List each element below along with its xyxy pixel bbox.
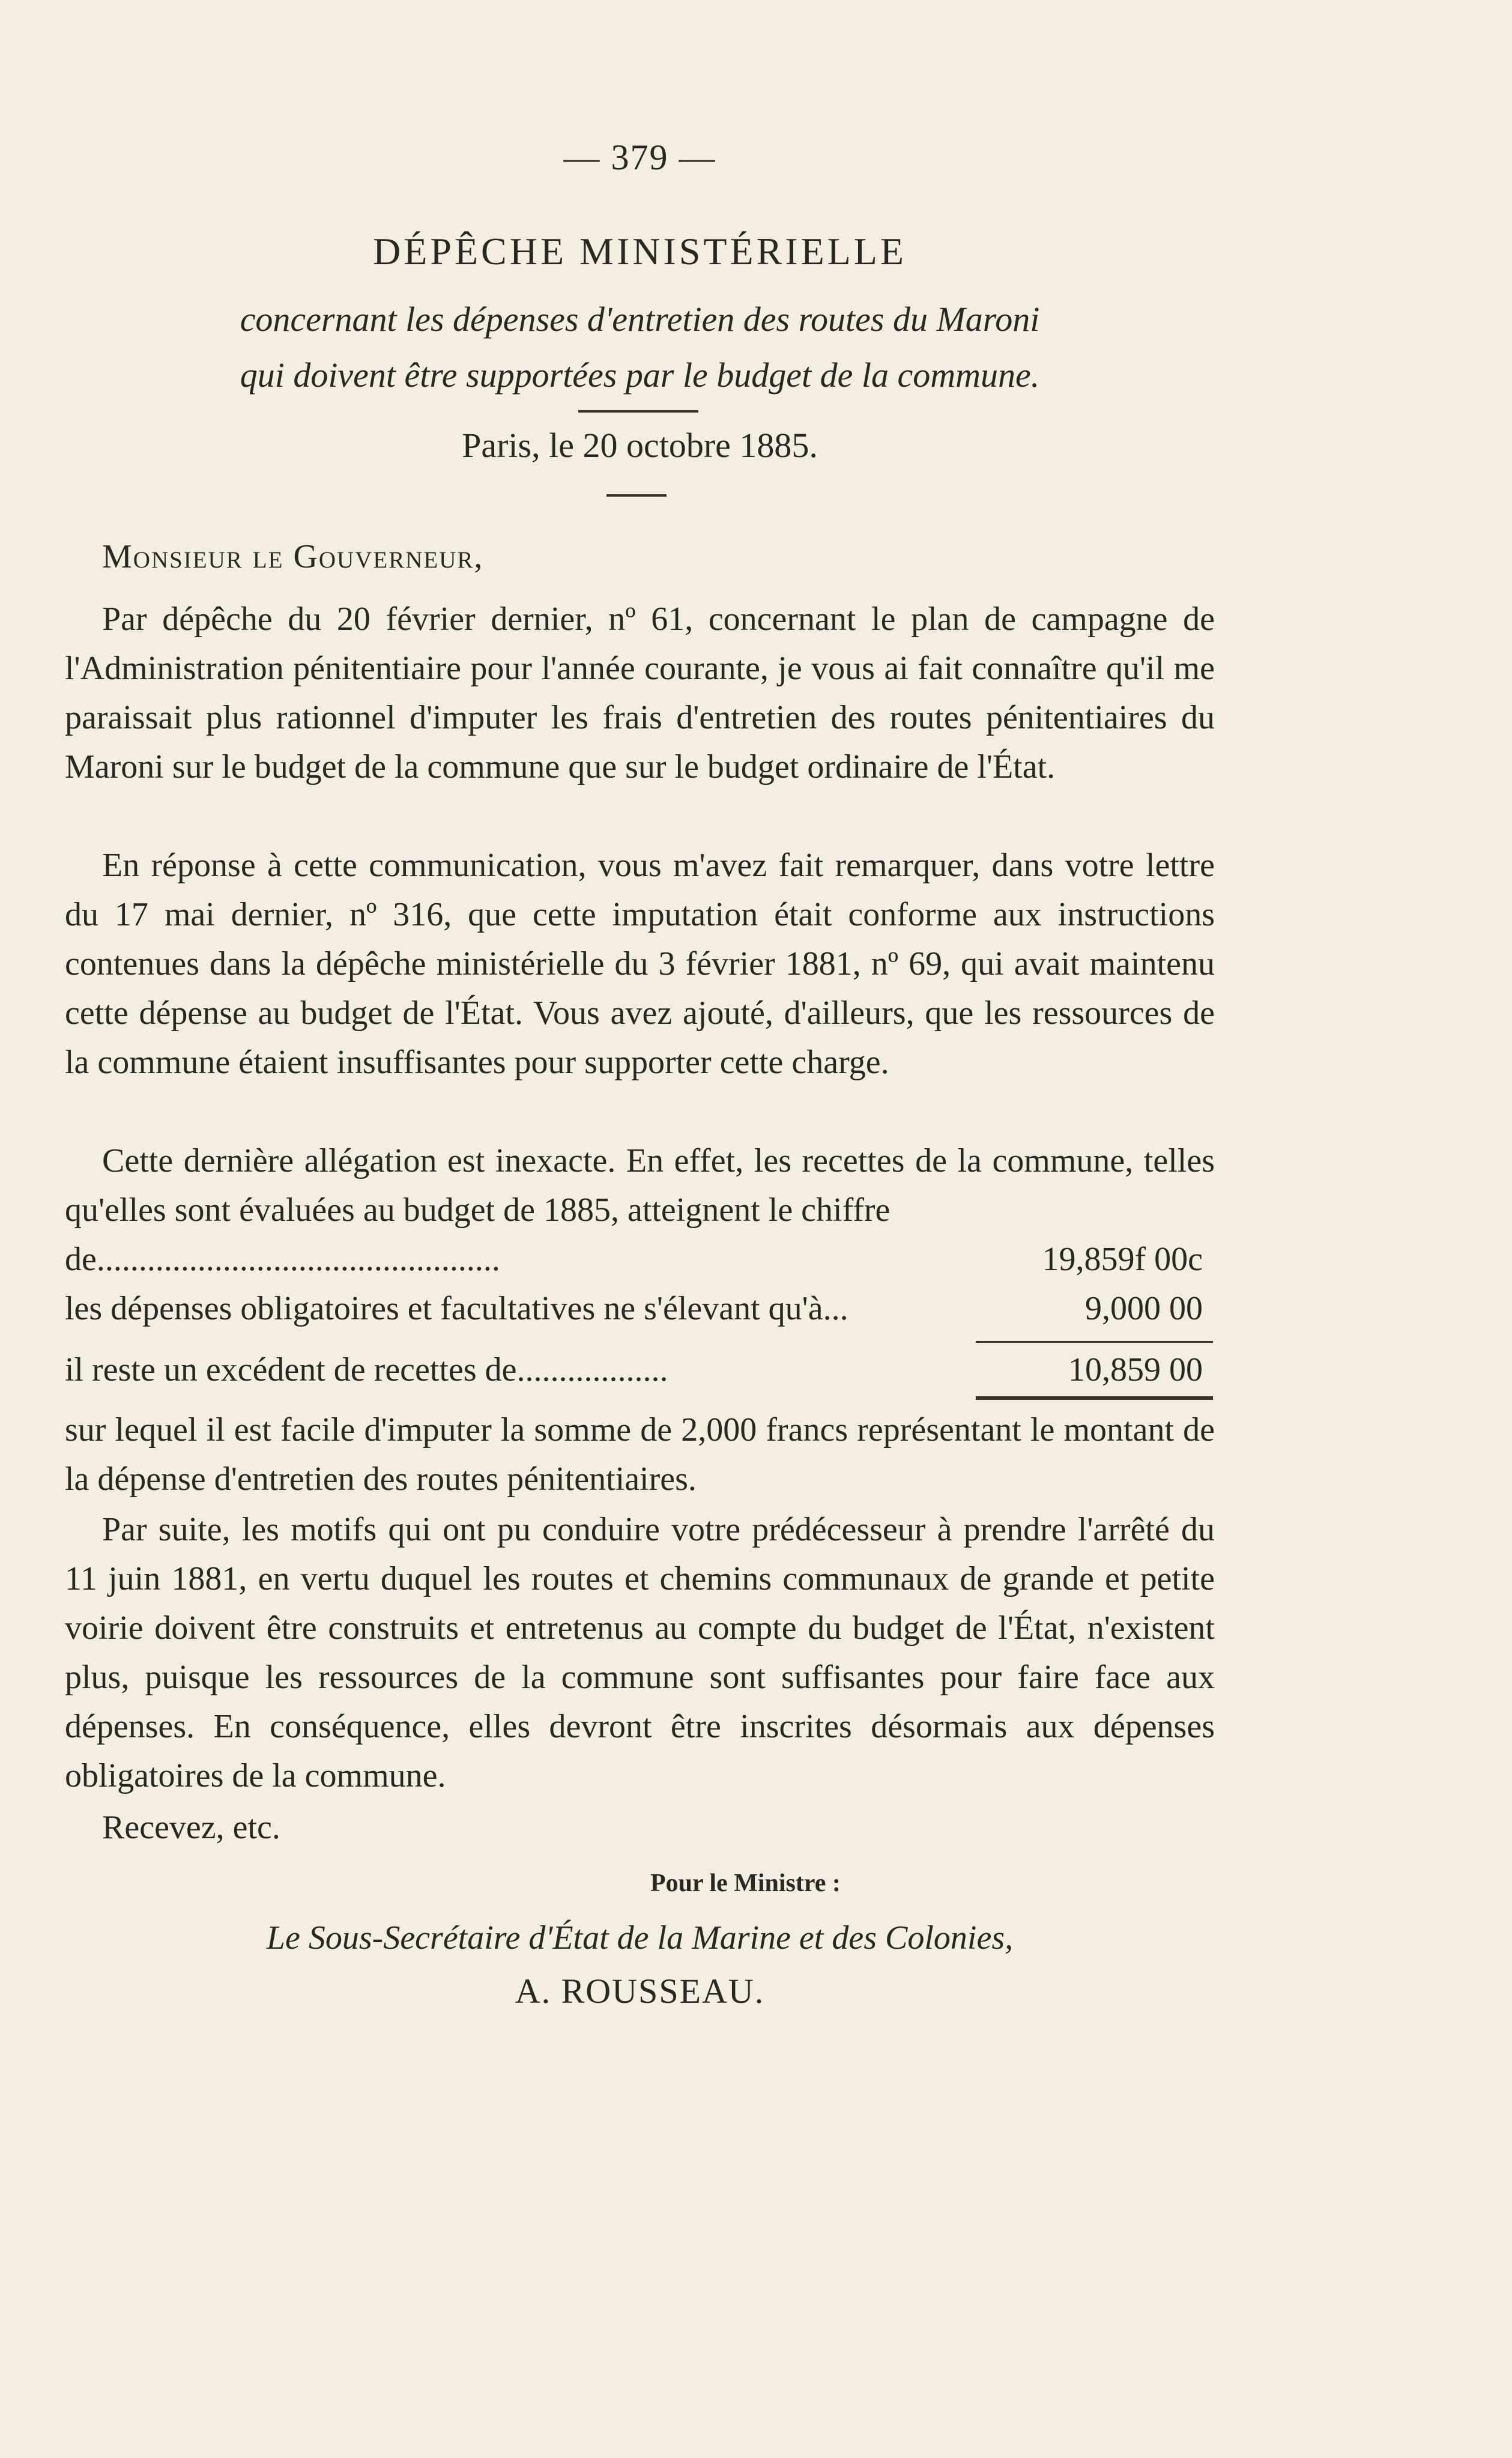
sum-rule	[976, 1341, 1213, 1343]
amount-label: les dépenses obligatoires et facultatives ne s'élevant qu'à...	[65, 1290, 848, 1327]
document-subtitle	[65, 291, 1215, 403]
amount-row-surplus	[65, 1345, 1215, 1394]
amount-value: 10,859 00	[1068, 1351, 1203, 1388]
pour-le-ministre: Pour le Ministre :	[650, 1869, 841, 1897]
document-title: DÉPÊCHE MINISTÉRIELLE	[373, 230, 907, 273]
subtitle-line-2: qui doivent être supportées par le budget de la commune.	[240, 356, 1040, 395]
signatory-title: Le Sous-Secrétaire d'État de la Marine et des Colonies,	[266, 1919, 1014, 1957]
total-rule	[976, 1396, 1213, 1400]
paragraph-1: Par dépêche du 20 février dernier, nº 61, concernant le plan de campagne de l'Administration pénitentiaire pour l'année courante, je vous ai fait connaître qu'il me paraissait plus rationnel d'imputer les frais d'entretien des routes pénitentiaires du Maroni sur le budget de la commune que sur le budget ordinaire de l'État.	[65, 601, 1215, 786]
amount-label: il reste un excédent de recettes de..................	[65, 1351, 668, 1388]
subtitle-line-1: concernant les dépenses d'entretien des routes du Maroni	[240, 300, 1040, 339]
page-number: — 379 —	[563, 138, 716, 177]
paragraph-2: En réponse à cette communication, vous m'avez fait remarquer, dans votre lettre du 17 mai dernier, nº 316, que cette imputation était conforme aux instructions contenues dans la dépêche ministérielle du 3 février 1881, nº 69, qui avait maintenu cette dépense au budget de l'État. Vous avez ajouté, d'ailleurs, que les ressources de la commune étaient insuffisantes pour supporter cette charge.	[65, 847, 1215, 1081]
amount-row-expenses	[65, 1284, 1215, 1333]
title-rule	[578, 410, 698, 413]
salutation: Monsieur le Gouverneur,	[102, 538, 484, 575]
signatory-name: A. ROUSSEAU.	[515, 1972, 765, 2011]
dateline: Paris, le 20 octobre 1885.	[462, 426, 818, 465]
date-rule	[606, 494, 667, 497]
paragraph-4: sur lequel il est facile d'imputer la somme de 2,000 francs représentant le montant de la dépense d'entretien des routes pénitentiaires.	[65, 1411, 1215, 1498]
paragraph-3: Cette dernière allégation est inexacte. En effet, les recettes de la commune, telles qu'elles sont évaluées au budget de 1885, atteignent le chiffre	[65, 1142, 1215, 1229]
amount-value: 19,859f 00c	[1042, 1241, 1203, 1278]
amount-row-receipts	[65, 1235, 1215, 1284]
paragraph-5: Par suite, les motifs qui ont pu conduire votre prédécesseur à prendre l'arrêté du 11 juin 1881, en vertu duquel les routes et chemins communaux de grande et petite voirie doivent être construits et entretenus au compte du budget de l'État, n'existent plus, puisque les ressources de la commune sont suffisantes pour faire face aux dépenses. En conséquence, elles devront être inscrites désormais aux dépenses obligatoires de la commune.	[65, 1511, 1215, 1794]
amount-label: de................................................	[65, 1241, 500, 1278]
amount-value: 9,000 00	[1085, 1290, 1203, 1327]
closing: Recevez, etc.	[102, 1809, 280, 1846]
